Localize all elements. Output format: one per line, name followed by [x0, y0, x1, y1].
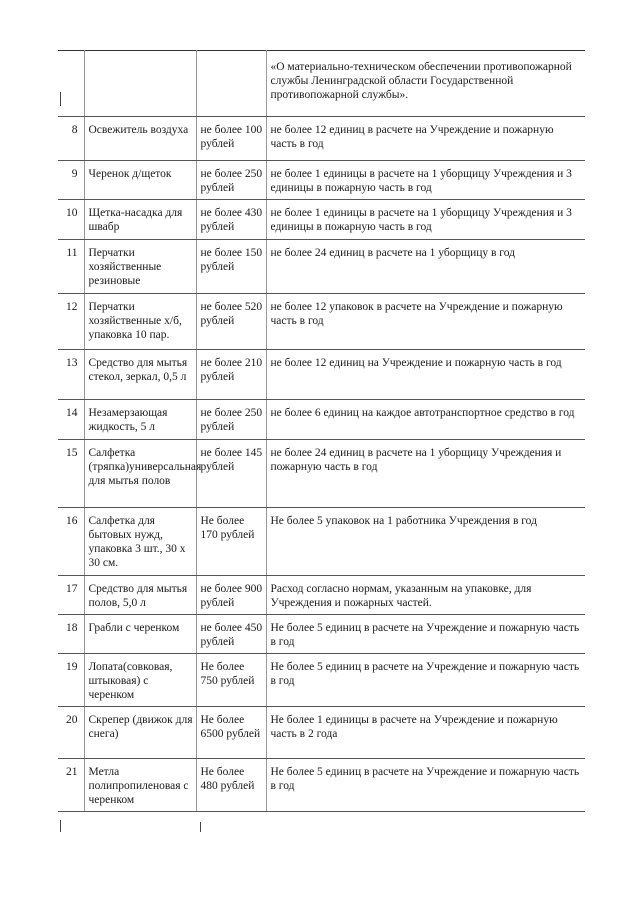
- cell-num: 14: [58, 400, 84, 440]
- header-empty-cell: [84, 51, 196, 117]
- cell-norm: не более 6 единиц на каждое автотранспортное средство в год: [266, 400, 585, 440]
- cell-norm: не более 24 единиц в расчете на 1 уборщицу в год: [266, 240, 585, 294]
- cell-norm: Не более 5 единиц в расчете на Учреждение и пожарную часть в год: [266, 759, 585, 812]
- cell-name: Средство для мытья стекол, зеркал, 0,5 л: [84, 350, 196, 400]
- header-cell-text: «О материально-техническом обеспечении противопожарной службы Ленинградской области Государственной противопожарной службы».: [266, 51, 585, 117]
- scan-mark: [200, 822, 201, 832]
- cell-price: не более 430 рублей: [196, 200, 266, 240]
- cell-name: Скрепер (движок для снега): [84, 707, 196, 759]
- cell-norm: не более 12 единиц в расчете на Учреждение и пожарную часть в год: [266, 117, 585, 161]
- table-row: [58, 161, 585, 200]
- cell-name: Метла полипропиленовая с черенком: [84, 759, 196, 812]
- cell-norm: не более 24 единиц в расчете на 1 уборщицу Учреждения и пожарную часть в год: [266, 440, 585, 508]
- cell-name: Щетка-насадка для швабр: [84, 200, 196, 240]
- table-header-row: [58, 51, 585, 117]
- cell-price: не более 145 рублей: [196, 440, 266, 508]
- cell-price: не более 450 рублей: [196, 615, 266, 654]
- cell-name: Салфетка (тряпка)универсальная для мытья полов: [84, 440, 196, 508]
- cell-price: не более 520 рублей: [196, 294, 266, 350]
- cell-num: 9: [58, 161, 84, 200]
- cell-num: 15: [58, 440, 84, 508]
- cell-num: 11: [58, 240, 84, 294]
- cell-norm: не более 1 единицы в расчете на 1 уборщицу Учреждения и 3 единицы в пожарную часть в год: [266, 161, 585, 200]
- header-empty-cell: [196, 51, 266, 117]
- cell-num: 13: [58, 350, 84, 400]
- table-row: [58, 654, 585, 707]
- cell-norm: Не более 5 упаковок на 1 работника Учреждения в год: [266, 508, 585, 576]
- scan-mark: [60, 92, 61, 106]
- cell-name: Лопата(совковая, штыковая) с черенком: [84, 654, 196, 707]
- cell-num: 17: [58, 576, 84, 615]
- table-row: [58, 615, 585, 654]
- cell-price: не более 250 рублей: [196, 161, 266, 200]
- table-row: [58, 576, 585, 615]
- cell-price: Не более 480 рублей: [196, 759, 266, 812]
- cell-name: Грабли с черенком: [84, 615, 196, 654]
- cell-price: не более 250 рублей: [196, 400, 266, 440]
- norms-table: [58, 50, 585, 812]
- cell-norm: Не более 5 единиц в расчете на Учреждение и пожарную часть в год: [266, 615, 585, 654]
- cell-norm: не более 1 единицы в расчете на 1 уборщицу Учреждения и 3 единицы в пожарную часть в год: [266, 200, 585, 240]
- header-empty-cell: [58, 51, 84, 117]
- cell-norm: не более 12 единиц на Учреждение и пожарную часть в год: [266, 350, 585, 400]
- table-row: [58, 117, 585, 161]
- cell-num: 21: [58, 759, 84, 812]
- cell-norm: Расход согласно нормам, указанным на упаковке, для Учреждения и пожарных частей.: [266, 576, 585, 615]
- cell-num: 10: [58, 200, 84, 240]
- table-row: [58, 440, 585, 508]
- table-row: [58, 508, 585, 576]
- cell-price: не более 210 рублей: [196, 350, 266, 400]
- cell-name: Черенок д/щеток: [84, 161, 196, 200]
- cell-price: Не более 170 рублей: [196, 508, 266, 576]
- cell-name: Освежитель воздуха: [84, 117, 196, 161]
- table-row: [58, 294, 585, 350]
- table-row: [58, 759, 585, 812]
- cell-num: 16: [58, 508, 84, 576]
- cell-norm: Не более 5 единиц в расчете на Учреждение и пожарную часть в год: [266, 654, 585, 707]
- cell-num: 18: [58, 615, 84, 654]
- cell-num: 19: [58, 654, 84, 707]
- cell-name: Перчатки хозяйственные х/б, упаковка 10 пар.: [84, 294, 196, 350]
- cell-price: не более 900 рублей: [196, 576, 266, 615]
- cell-name: Перчатки хозяйственные резиновые: [84, 240, 196, 294]
- cell-num: 12: [58, 294, 84, 350]
- table-body: [58, 51, 585, 812]
- cell-name: Салфетка для бытовых нужд, упаковка 3 шт., 30 х 30 см.: [84, 508, 196, 576]
- cell-price: Не более 750 рублей: [196, 654, 266, 707]
- cell-price: не более 150 рублей: [196, 240, 266, 294]
- cell-num: 8: [58, 117, 84, 161]
- scan-mark: [60, 820, 61, 832]
- cell-num: 20: [58, 707, 84, 759]
- cell-name: Незамерзающая жидкость, 5 л: [84, 400, 196, 440]
- table-row: [58, 707, 585, 759]
- table-row: [58, 400, 585, 440]
- cell-norm: Не более 1 единицы в расчете на Учреждение и пожарную часть в 2 года: [266, 707, 585, 759]
- cell-norm: не более 12 упаковок в расчете на Учреждение и пожарную часть в год: [266, 294, 585, 350]
- table-row: [58, 350, 585, 400]
- table-row: [58, 200, 585, 240]
- cell-name: Средство для мытья полов, 5,0 л: [84, 576, 196, 615]
- cell-price: не более 100 рублей: [196, 117, 266, 161]
- cell-price: Не более 6500 рублей: [196, 707, 266, 759]
- table-row: [58, 240, 585, 294]
